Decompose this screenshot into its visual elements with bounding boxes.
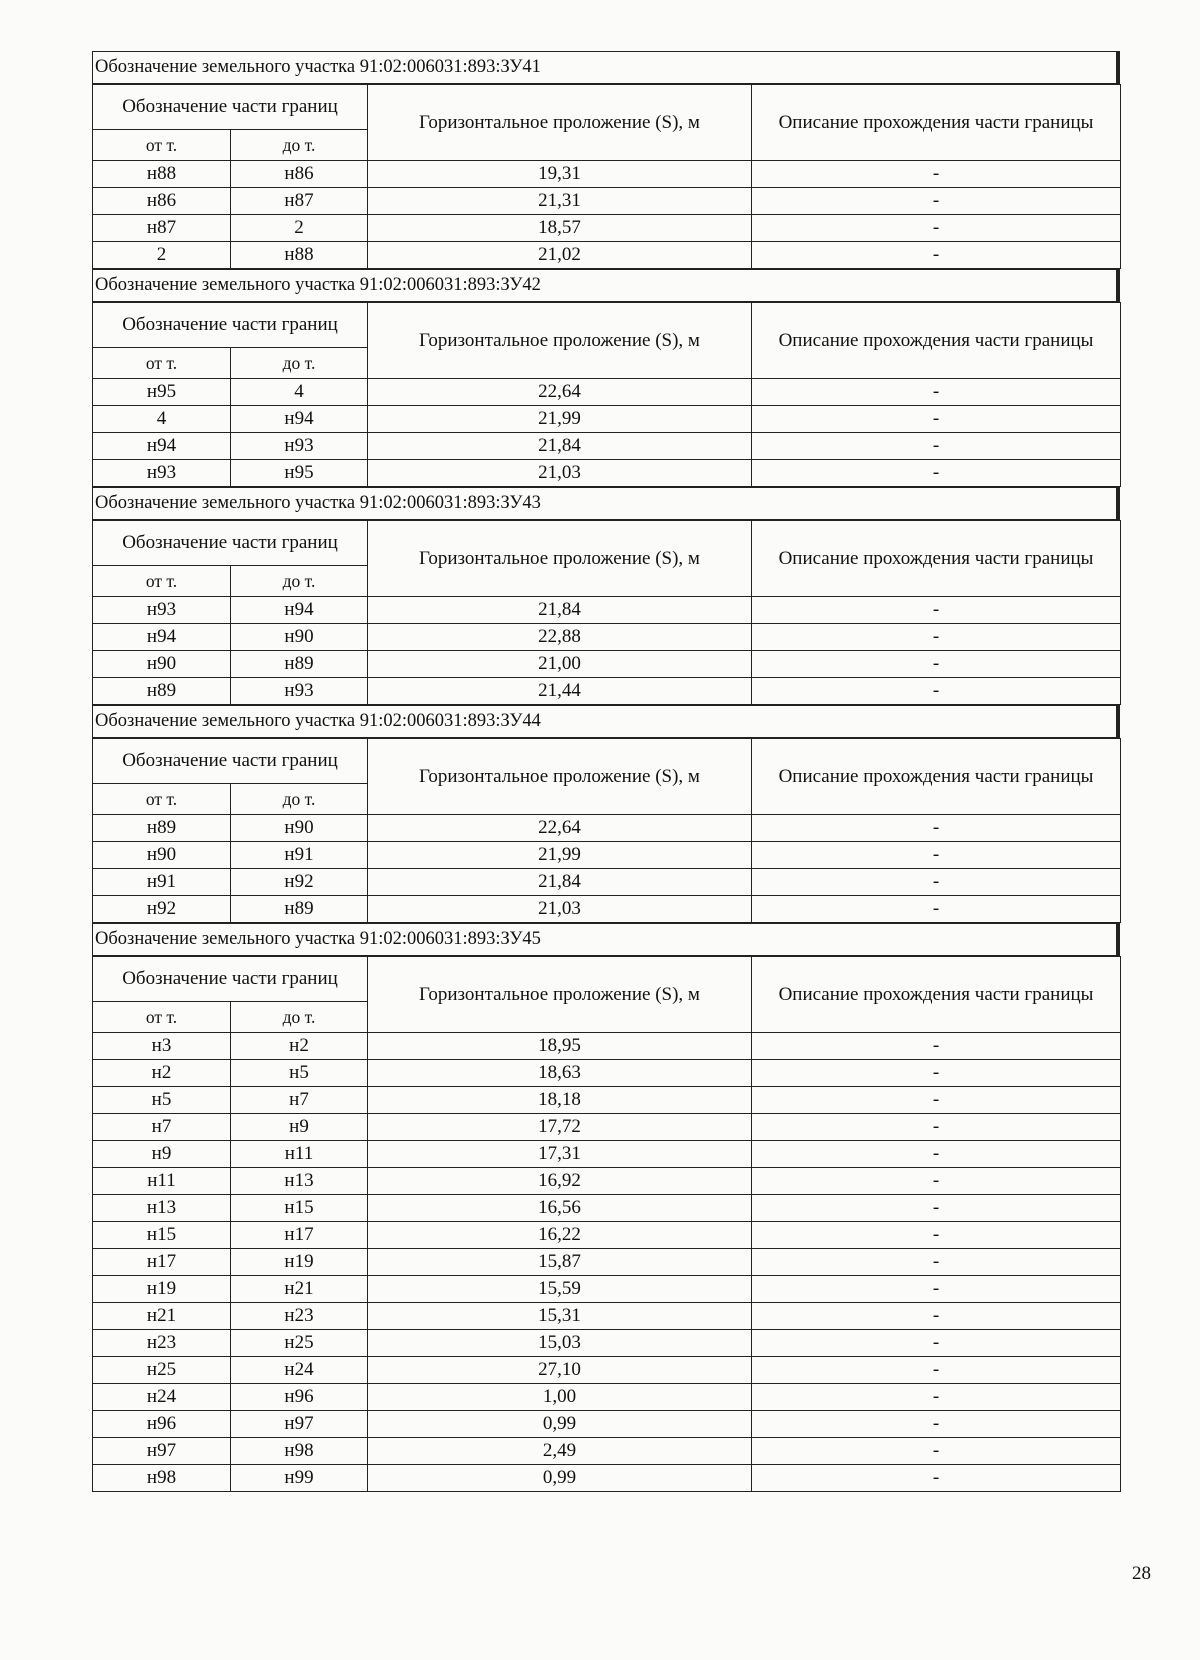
- description-cell: -: [752, 1168, 1121, 1195]
- length-cell: 0,99: [368, 1411, 752, 1438]
- from-point-cell: н2: [93, 1060, 231, 1087]
- description-cell: -: [752, 1060, 1121, 1087]
- from-point-cell: н3: [93, 1033, 231, 1060]
- to-point-cell: н95: [231, 460, 368, 487]
- description-cell: -: [752, 624, 1121, 651]
- description-cell: -: [752, 1141, 1121, 1168]
- header-to-point: до т.: [231, 784, 368, 815]
- table-row: [93, 1330, 1121, 1357]
- length-cell: 21,84: [368, 433, 752, 460]
- table-row: [93, 161, 1121, 188]
- from-point-cell: н94: [93, 624, 231, 651]
- length-cell: 22,88: [368, 624, 752, 651]
- to-point-cell: н86: [231, 161, 368, 188]
- from-point-cell: н15: [93, 1222, 231, 1249]
- page-number: 28: [1132, 1563, 1151, 1584]
- table-row: [93, 1276, 1121, 1303]
- table-row: [93, 1357, 1121, 1384]
- from-point-cell: н91: [93, 869, 231, 896]
- to-point-cell: н98: [231, 1438, 368, 1465]
- from-point-cell: н90: [93, 651, 231, 678]
- document-body: [92, 51, 1120, 1492]
- table-row: [93, 1033, 1121, 1060]
- table-row: [93, 242, 1121, 269]
- header-boundary-part: Обозначение части границ: [93, 739, 368, 784]
- description-cell: -: [752, 242, 1121, 269]
- to-point-cell: н19: [231, 1249, 368, 1276]
- table-row: [93, 1384, 1121, 1411]
- from-point-cell: н92: [93, 896, 231, 923]
- to-point-cell: н96: [231, 1384, 368, 1411]
- parcel-title: Обозначение земельного участка 91:02:006031:893:ЗУ42: [92, 269, 1120, 302]
- table-row: [93, 1465, 1121, 1492]
- length-cell: 17,72: [368, 1114, 752, 1141]
- to-point-cell: н24: [231, 1357, 368, 1384]
- header-description: Описание прохождения части границы: [752, 521, 1121, 597]
- boundary-table: [92, 302, 1121, 487]
- length-cell: 21,03: [368, 896, 752, 923]
- table-row: [93, 1195, 1121, 1222]
- from-point-cell: н21: [93, 1303, 231, 1330]
- header-horizontal-length: Горизонтальное проложение (S), м: [368, 85, 752, 161]
- description-cell: -: [752, 896, 1121, 923]
- to-point-cell: н93: [231, 433, 368, 460]
- table-row: [93, 1114, 1121, 1141]
- description-cell: -: [752, 433, 1121, 460]
- to-point-cell: н90: [231, 815, 368, 842]
- length-cell: 21,03: [368, 460, 752, 487]
- header-description: Описание прохождения части границы: [752, 303, 1121, 379]
- length-cell: 15,59: [368, 1276, 752, 1303]
- header-row: [93, 521, 1121, 566]
- from-point-cell: н89: [93, 815, 231, 842]
- from-point-cell: 2: [93, 242, 231, 269]
- from-point-cell: н96: [93, 1411, 231, 1438]
- length-cell: 22,64: [368, 815, 752, 842]
- description-cell: -: [752, 842, 1121, 869]
- table-row: [93, 406, 1121, 433]
- description-cell: -: [752, 815, 1121, 842]
- length-cell: 21,02: [368, 242, 752, 269]
- to-point-cell: н97: [231, 1411, 368, 1438]
- table-row: [93, 1168, 1121, 1195]
- table-row: [93, 1141, 1121, 1168]
- table-row: [93, 597, 1121, 624]
- table-row: [93, 1438, 1121, 1465]
- header-from-point: от т.: [93, 784, 231, 815]
- header-to-point: до т.: [231, 1002, 368, 1033]
- boundary-table: [92, 520, 1121, 705]
- description-cell: -: [752, 215, 1121, 242]
- table-row: [93, 188, 1121, 215]
- from-point-cell: н98: [93, 1465, 231, 1492]
- table-row: [93, 678, 1121, 705]
- table-row: [93, 624, 1121, 651]
- to-point-cell: н9: [231, 1114, 368, 1141]
- length-cell: 18,63: [368, 1060, 752, 1087]
- description-cell: -: [752, 460, 1121, 487]
- table-row: [93, 842, 1121, 869]
- to-point-cell: н5: [231, 1060, 368, 1087]
- length-cell: 27,10: [368, 1357, 752, 1384]
- description-cell: -: [752, 678, 1121, 705]
- description-cell: -: [752, 1195, 1121, 1222]
- table-row: [93, 460, 1121, 487]
- to-point-cell: н7: [231, 1087, 368, 1114]
- description-cell: -: [752, 1330, 1121, 1357]
- length-cell: 15,03: [368, 1330, 752, 1357]
- header-row: [93, 957, 1121, 1002]
- description-cell: -: [752, 1411, 1121, 1438]
- length-cell: 1,00: [368, 1384, 752, 1411]
- table-row: [93, 815, 1121, 842]
- description-cell: -: [752, 1303, 1121, 1330]
- to-point-cell: н92: [231, 869, 368, 896]
- from-point-cell: н87: [93, 215, 231, 242]
- to-point-cell: н87: [231, 188, 368, 215]
- length-cell: 16,92: [368, 1168, 752, 1195]
- length-cell: 16,22: [368, 1222, 752, 1249]
- header-to-point: до т.: [231, 130, 368, 161]
- header-to-point: до т.: [231, 348, 368, 379]
- header-row: [93, 739, 1121, 784]
- description-cell: -: [752, 869, 1121, 896]
- header-row: [93, 85, 1121, 130]
- to-point-cell: н15: [231, 1195, 368, 1222]
- description-cell: -: [752, 651, 1121, 678]
- to-point-cell: н13: [231, 1168, 368, 1195]
- parcel-title: Обозначение земельного участка 91:02:006031:893:ЗУ44: [92, 705, 1120, 738]
- to-point-cell: 2: [231, 215, 368, 242]
- length-cell: 21,84: [368, 597, 752, 624]
- table-row: [93, 1411, 1121, 1438]
- table-row: [93, 1087, 1121, 1114]
- header-from-point: от т.: [93, 348, 231, 379]
- to-point-cell: н25: [231, 1330, 368, 1357]
- table-row: [93, 379, 1121, 406]
- description-cell: -: [752, 161, 1121, 188]
- table-row: [93, 215, 1121, 242]
- table-row: [93, 1303, 1121, 1330]
- description-cell: -: [752, 1033, 1121, 1060]
- length-cell: 18,95: [368, 1033, 752, 1060]
- from-point-cell: н97: [93, 1438, 231, 1465]
- to-point-cell: н89: [231, 651, 368, 678]
- description-cell: -: [752, 1249, 1121, 1276]
- from-point-cell: н23: [93, 1330, 231, 1357]
- from-point-cell: н94: [93, 433, 231, 460]
- header-from-point: от т.: [93, 566, 231, 597]
- table-row: [93, 896, 1121, 923]
- to-point-cell: 4: [231, 379, 368, 406]
- length-cell: 21,44: [368, 678, 752, 705]
- length-cell: 18,57: [368, 215, 752, 242]
- boundary-table: [92, 956, 1121, 1492]
- length-cell: 16,56: [368, 1195, 752, 1222]
- from-point-cell: н89: [93, 678, 231, 705]
- to-point-cell: н89: [231, 896, 368, 923]
- to-point-cell: н94: [231, 406, 368, 433]
- length-cell: 21,31: [368, 188, 752, 215]
- header-description: Описание прохождения части границы: [752, 957, 1121, 1033]
- length-cell: 19,31: [368, 161, 752, 188]
- length-cell: 21,00: [368, 651, 752, 678]
- to-point-cell: н17: [231, 1222, 368, 1249]
- table-row: [93, 869, 1121, 896]
- description-cell: -: [752, 188, 1121, 215]
- table-row: [93, 1222, 1121, 1249]
- from-point-cell: н25: [93, 1357, 231, 1384]
- from-point-cell: н90: [93, 842, 231, 869]
- to-point-cell: н23: [231, 1303, 368, 1330]
- header-boundary-part: Обозначение части границ: [93, 303, 368, 348]
- from-point-cell: н9: [93, 1141, 231, 1168]
- header-boundary-part: Обозначение части границ: [93, 85, 368, 130]
- boundary-table: [92, 738, 1121, 923]
- from-point-cell: н24: [93, 1384, 231, 1411]
- header-description: Описание прохождения части границы: [752, 739, 1121, 815]
- from-point-cell: н7: [93, 1114, 231, 1141]
- header-horizontal-length: Горизонтальное проложение (S), м: [368, 521, 752, 597]
- description-cell: -: [752, 1465, 1121, 1492]
- header-horizontal-length: Горизонтальное проложение (S), м: [368, 739, 752, 815]
- to-point-cell: н94: [231, 597, 368, 624]
- to-point-cell: н93: [231, 678, 368, 705]
- from-point-cell: н86: [93, 188, 231, 215]
- description-cell: -: [752, 1438, 1121, 1465]
- header-boundary-part: Обозначение части границ: [93, 521, 368, 566]
- length-cell: 22,64: [368, 379, 752, 406]
- parcel-title: Обозначение земельного участка 91:02:006031:893:ЗУ45: [92, 923, 1120, 956]
- header-horizontal-length: Горизонтальное проложение (S), м: [368, 303, 752, 379]
- header-description: Описание прохождения части границы: [752, 85, 1121, 161]
- from-point-cell: н17: [93, 1249, 231, 1276]
- description-cell: -: [752, 1087, 1121, 1114]
- table-row: [93, 433, 1121, 460]
- to-point-cell: н91: [231, 842, 368, 869]
- description-cell: -: [752, 1114, 1121, 1141]
- length-cell: 21,99: [368, 842, 752, 869]
- parcel-title: Обозначение земельного участка 91:02:006031:893:ЗУ41: [92, 51, 1120, 84]
- from-point-cell: н5: [93, 1087, 231, 1114]
- description-cell: -: [752, 1222, 1121, 1249]
- from-point-cell: 4: [93, 406, 231, 433]
- description-cell: -: [752, 1384, 1121, 1411]
- to-point-cell: н99: [231, 1465, 368, 1492]
- parcel-title: Обозначение земельного участка 91:02:006031:893:ЗУ43: [92, 487, 1120, 520]
- from-point-cell: н19: [93, 1276, 231, 1303]
- to-point-cell: н90: [231, 624, 368, 651]
- from-point-cell: н11: [93, 1168, 231, 1195]
- from-point-cell: н88: [93, 161, 231, 188]
- from-point-cell: н93: [93, 597, 231, 624]
- to-point-cell: н2: [231, 1033, 368, 1060]
- description-cell: -: [752, 597, 1121, 624]
- to-point-cell: н11: [231, 1141, 368, 1168]
- header-boundary-part: Обозначение части границ: [93, 957, 368, 1002]
- length-cell: 15,87: [368, 1249, 752, 1276]
- description-cell: -: [752, 379, 1121, 406]
- description-cell: -: [752, 1357, 1121, 1384]
- length-cell: 17,31: [368, 1141, 752, 1168]
- length-cell: 21,99: [368, 406, 752, 433]
- from-point-cell: н95: [93, 379, 231, 406]
- to-point-cell: н88: [231, 242, 368, 269]
- from-point-cell: н93: [93, 460, 231, 487]
- length-cell: 18,18: [368, 1087, 752, 1114]
- table-row: [93, 1249, 1121, 1276]
- header-from-point: от т.: [93, 1002, 231, 1033]
- to-point-cell: н21: [231, 1276, 368, 1303]
- header-row: [93, 303, 1121, 348]
- table-row: [93, 1060, 1121, 1087]
- description-cell: -: [752, 1276, 1121, 1303]
- length-cell: 21,84: [368, 869, 752, 896]
- length-cell: 2,49: [368, 1438, 752, 1465]
- header-horizontal-length: Горизонтальное проложение (S), м: [368, 957, 752, 1033]
- length-cell: 0,99: [368, 1465, 752, 1492]
- header-from-point: от т.: [93, 130, 231, 161]
- header-to-point: до т.: [231, 566, 368, 597]
- description-cell: -: [752, 406, 1121, 433]
- from-point-cell: н13: [93, 1195, 231, 1222]
- boundary-table: [92, 84, 1121, 269]
- table-row: [93, 651, 1121, 678]
- length-cell: 15,31: [368, 1303, 752, 1330]
